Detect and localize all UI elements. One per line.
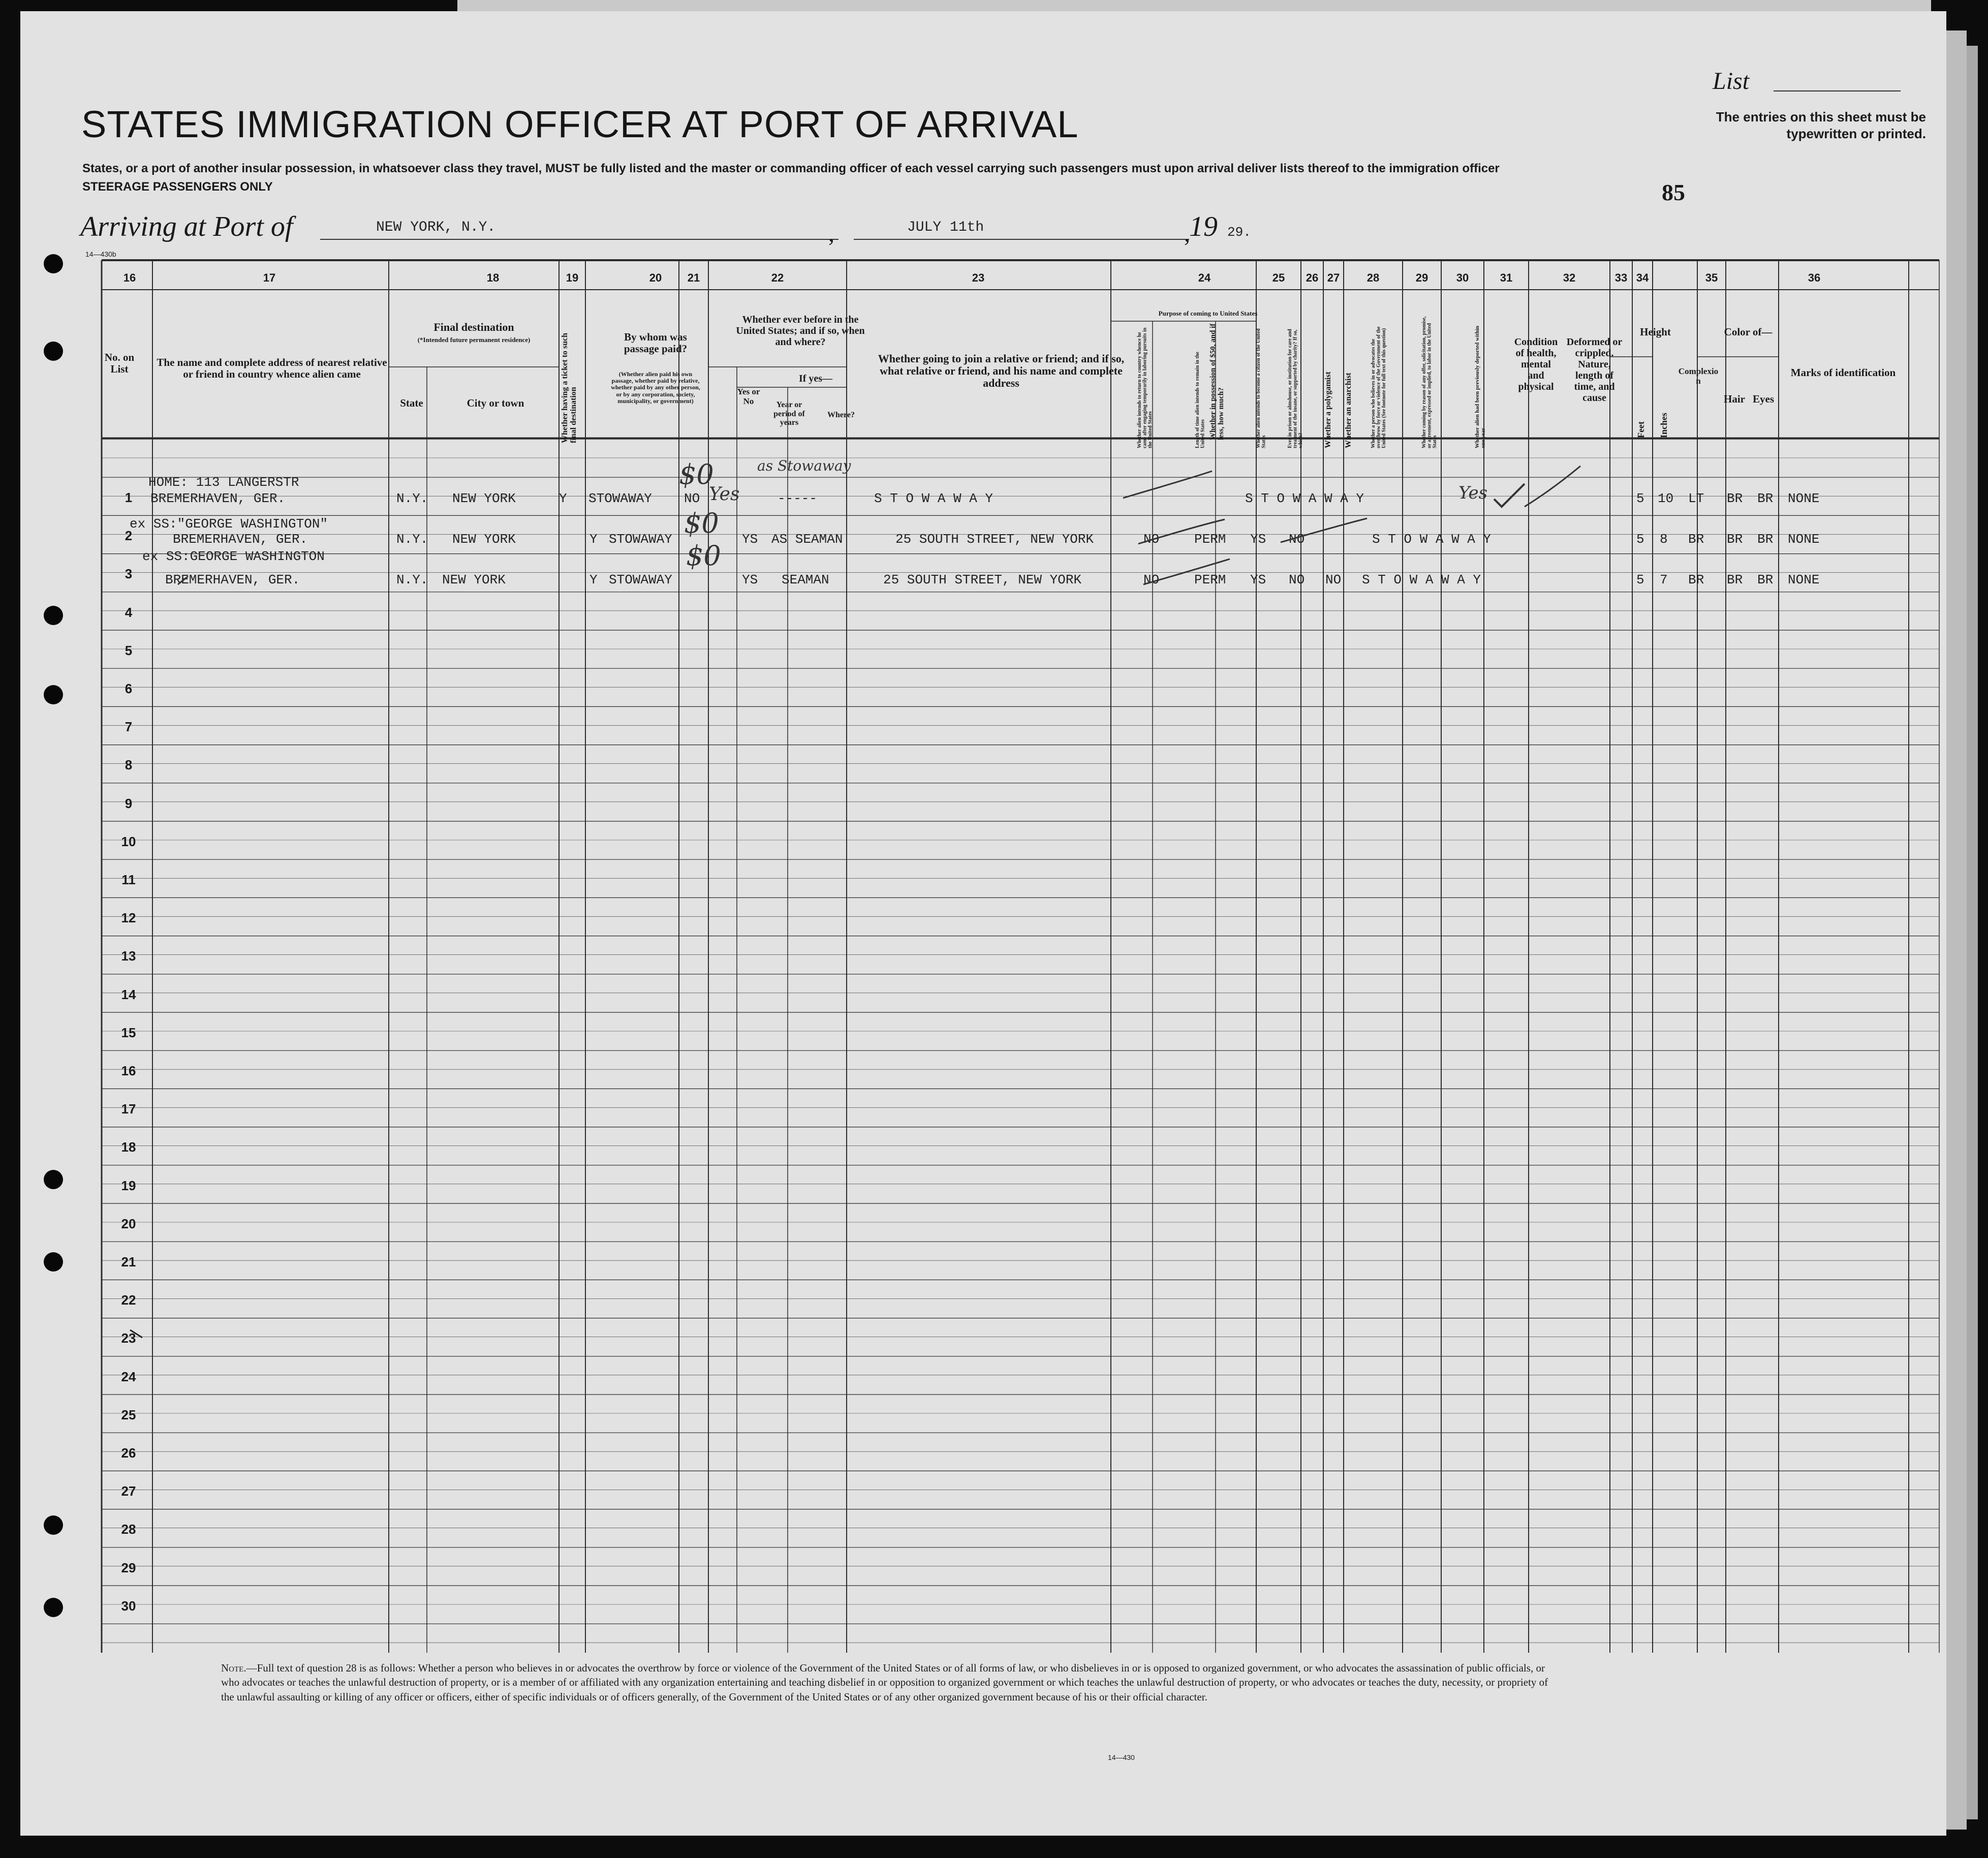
header-passage-note: (Whether alien paid his own passage, whether paid by relative, whether paid by any other person, or by any corporation, society, municipality, or government) (611, 370, 700, 405)
header-health: Condition of health, mental and physical (1514, 336, 1558, 392)
form-code: 14—430b (85, 250, 116, 258)
header-join-relative: Whether going to join a relative or friend; and if so, what relative or friend, and his name and complete address (878, 352, 1125, 390)
entry-marks: NONE (1788, 572, 1820, 587)
header-feet: Feet (1636, 421, 1646, 438)
header-if-yes: If yes— (798, 373, 833, 384)
entry-city: NEW YORK (452, 532, 516, 547)
binder-hole (44, 1252, 63, 1272)
entry-feet: 5 (1636, 572, 1644, 587)
entry-passage: STOWAWAY (609, 532, 672, 547)
column-number: 23 (972, 271, 985, 284)
entry-city: NEW YORK (452, 491, 516, 506)
sheet-number: 85 (1662, 179, 1685, 205)
row-number: 16 (121, 1063, 136, 1078)
footnote-text: —Full text of question 28 is as follows: Whether a person who believes in or advocates the overthrow by force or violence of the Government of the United States or of all forms of law, or who disbelieves in or is opposed to organized government, or who advocates the assassination of public officials, or who advocates or teaches the unlawful destruction of property, or is a member of or affiliated with any organization entertaining and teaching disbelief in or opposition to organized government or which teaches the unlawful destruction of property, or who advocates or teaches the duty, necessity, or propriety of the unlawful assaulting or killing of any officer or officers, either of specific individuals or of officers generally, of the Government of the United States or of any other organized government because of his or their official character. (221, 1662, 1548, 1703)
entry-address-line1: ex SS:"GEORGE WASHINGTON" (130, 516, 328, 532)
column-number: 27 (1327, 271, 1340, 284)
entry-feet: 5 (1636, 491, 1644, 506)
header-year-period: Year or period of years (773, 400, 805, 427)
entry-prison: NO (1289, 532, 1305, 547)
entry-passage: STOWAWAY (588, 491, 652, 506)
entry-feet: 5 (1636, 532, 1644, 547)
row-number: 13 (121, 948, 136, 964)
row-number: 25 (121, 1407, 136, 1422)
entry-anarchist-span: S T O W A W A Y (1372, 532, 1492, 547)
header-state: State (400, 397, 423, 409)
entry-address-line2: BREMERHAVEN, GER. (150, 491, 286, 506)
entry-complexion: BR (1688, 572, 1704, 587)
header-deported: Whether alien had been previously deported within one year (1474, 325, 1486, 448)
row-number: 7 (125, 719, 133, 735)
entry-state: N.Y. (396, 572, 428, 587)
entry-address-line2: BREMERHAVEN, GER. (165, 572, 300, 587)
header-inches: Inches (1659, 412, 1669, 438)
row-number: 30 (121, 1598, 136, 1614)
page-title: STATES IMMIGRATION OFFICER AT PORT OF ARRIVAL (81, 103, 1079, 145)
column-number: 32 (1563, 271, 1576, 284)
row-number: 23 (121, 1330, 136, 1346)
port-value: NEW YORK, N.Y. (376, 220, 496, 235)
header-color-of: Color of— (1724, 326, 1773, 338)
column-number: 29 (1415, 271, 1428, 284)
header-labor-offer: Whether coming by reason of any offer, solicitation, promise, or agreement, expressed or implied, to labor in the United States (1421, 316, 1438, 448)
entry-before-hand: Yes (709, 484, 740, 505)
binder-hole (44, 606, 63, 625)
entry-period: AS SEAMAN (771, 532, 843, 547)
header-hair: Hair (1724, 393, 1745, 405)
arriving-label: Arriving at Port of (80, 211, 293, 242)
entry-marks: NONE (1788, 532, 1820, 547)
column-number: 30 (1456, 271, 1469, 284)
binder-hole (44, 685, 63, 704)
entry-money: $0 (684, 507, 719, 539)
binder-hole (44, 1598, 63, 1617)
header-length: Length of time alien intends to remain in the United States (1195, 352, 1206, 448)
entry-hair: BR (1727, 532, 1743, 547)
entry-join: 25 SOUTH STREET, NEW YORK (883, 572, 1082, 587)
year-suffix: 29. (1227, 225, 1251, 240)
port-comma: , (828, 220, 834, 247)
entry-ticket: Y (589, 572, 598, 587)
header-ever-before: Whether ever before in the United States; and if so, when and where? (736, 314, 865, 348)
binder-hole (44, 1515, 63, 1535)
footnote (221, 1661, 1563, 1704)
header-prison: Ever in prison or almshouse, or institution for care and treatment of the insane, or supported by charity? If so, which? (1287, 329, 1303, 448)
entry-citizen: YS (1250, 532, 1266, 547)
row-number: 19 (121, 1178, 136, 1193)
header-where: Where? (827, 411, 855, 419)
handwritten-marks (20, 11, 1946, 1836)
column-number: 18 (486, 271, 500, 284)
entry-join: S T O W A W A Y (874, 491, 993, 506)
entry-marks: NONE (1788, 491, 1820, 506)
entry-address-line1: HOME: 113 LANGERSTR (148, 475, 299, 490)
row-number: 10 (121, 833, 136, 849)
row-number: 3 (125, 566, 133, 582)
entry-state: N.Y. (396, 532, 428, 547)
header-purpose: Purpose of coming to United States (1158, 309, 1258, 317)
header-marks: Marks of identification (1790, 366, 1896, 379)
row-number: 11 (121, 872, 136, 887)
entry-complexion: LT (1688, 491, 1704, 506)
entry-eyes: BR (1757, 491, 1774, 506)
page-stack-edge (1967, 46, 1978, 1819)
entry-money: $0 (686, 540, 721, 572)
date-value: JULY 11th (907, 220, 984, 235)
header-return: Whether alien intends to return to country whence he came after engaging temporarily in laboring pursuits in the United States (1137, 327, 1153, 448)
entry-inches: 10 (1658, 491, 1674, 506)
row-number: 22 (121, 1292, 136, 1308)
column-number: 35 (1705, 271, 1718, 284)
year-prefix: 19 (1189, 211, 1218, 242)
entry-complexion: BR (1688, 532, 1704, 547)
entry-hair: BR (1727, 572, 1743, 587)
footnote-code: 14—430 (1108, 1753, 1135, 1761)
header-complexion: Complexion (1678, 366, 1719, 386)
entry-join: 25 SOUTH STREET, NEW YORK (895, 532, 1094, 547)
column-number: 16 (123, 271, 136, 284)
row-number: 2 (125, 528, 133, 544)
header-yes-no: Yes or No (737, 387, 760, 406)
column-number: 28 (1366, 271, 1380, 284)
binder-hole (44, 1170, 63, 1189)
entry-return: NO (1143, 572, 1160, 587)
entry-address-line2: BREMERHAVEN, GER. (173, 532, 308, 547)
row-number: 1 (125, 490, 133, 505)
column-number: 36 (1808, 271, 1821, 284)
row-number: 9 (125, 795, 133, 811)
entry-eyes: BR (1757, 532, 1774, 547)
column-number: 19 (566, 271, 579, 284)
entry-length: PERM (1194, 572, 1226, 587)
entry-inches: 7 (1660, 572, 1668, 587)
binder-hole (44, 254, 63, 273)
page-subtitle: States, or a port of another insular possession, in whatsoever class they travel, MUST be fully listed and the master or commanding officer of each vessel carrying such passengers must upon arrival deliver lists thereof to the immigration officer (82, 162, 1500, 175)
entry-anarchist-span: S T O W A W A Y (1245, 491, 1364, 506)
entry-deported-hand: Yes (1458, 483, 1488, 503)
page-stack-edge (1946, 30, 1967, 1830)
column-number: 34 (1636, 271, 1649, 284)
column-number: 25 (1272, 271, 1285, 284)
entry-anarchist-span: S T O W A W A Y (1362, 572, 1481, 587)
entry-period: ----- (778, 491, 818, 506)
header-money: Whether in possession of $50, and if less, how much? (1209, 323, 1225, 440)
manifest-sheet (20, 11, 1946, 1836)
header-height: Height (1640, 326, 1671, 338)
header-final-destination: Final destination (433, 321, 514, 333)
row-number: 15 (121, 1025, 136, 1040)
row-number: 12 (121, 910, 136, 926)
column-number: 17 (263, 271, 276, 284)
column-number: 33 (1614, 271, 1628, 284)
entry-inches: 8 (1660, 532, 1668, 547)
entry-ticket: Y (559, 491, 567, 506)
column-number: 21 (687, 271, 700, 284)
column-number: 20 (649, 271, 662, 284)
header-eyes: Eyes (1753, 393, 1774, 405)
row-number: 27 (121, 1483, 136, 1499)
entry-ticket: Y (589, 532, 598, 547)
list-label: List (1713, 68, 1750, 95)
entry-money: $0 (679, 458, 714, 490)
header-no-on-list: No. on List (104, 351, 135, 376)
entry-before: YS (742, 572, 758, 587)
header-polygamist: Whether a polygamist (1324, 371, 1332, 448)
entry-address-line1: ex SS:GEORGE WASHINGTON (142, 549, 325, 564)
header-overthrow: Whether a person who believes in or advocates the overthrow by force or violence of the Government of the United States (See footnote for full text of this question) (1371, 326, 1387, 448)
column-number: 22 (771, 271, 784, 284)
row-number: 14 (121, 986, 136, 1002)
footnote-label: Note. (221, 1662, 246, 1674)
column-number: 24 (1198, 271, 1211, 284)
row-number: 26 (121, 1445, 136, 1461)
entry-hair: BR (1727, 491, 1743, 506)
entry-length: PERM (1194, 532, 1226, 547)
row-number: 17 (121, 1101, 136, 1117)
instruction-note: The entries on this sheet must be typewritten or printed. (1716, 109, 1926, 141)
entry-city: NEW YORK (442, 572, 506, 587)
entry-before: NO (684, 491, 700, 506)
row-number: 6 (125, 681, 133, 696)
header-passage-paid: By whom was passage paid? (624, 331, 688, 355)
entry-polygamist: NO (1325, 572, 1342, 587)
row-number: 18 (121, 1139, 136, 1155)
row-number: 8 (125, 757, 133, 773)
header-city: City or town (467, 397, 524, 409)
class-line: STEERAGE PASSENGERS ONLY (82, 180, 273, 194)
row-number: 28 (121, 1522, 136, 1537)
entry-citizen: YS (1250, 572, 1266, 587)
entry-before: YS (742, 532, 758, 547)
header-ticket: Whether having a ticket to such final destination (561, 332, 578, 443)
row-number: 21 (121, 1254, 136, 1269)
entry-prison: NO (1289, 572, 1305, 587)
header-anarchist: Whether an anarchist (1344, 373, 1353, 448)
entry-where-hand: as Stowaway (757, 457, 851, 474)
header-citizen: Whether alien intends to become a citizen of the United States (1256, 328, 1267, 448)
header-deformed: Deformed or crippled. Nature, length of time, and cause (1566, 336, 1623, 404)
column-number: 26 (1306, 271, 1319, 284)
row-number: 4 (125, 604, 133, 620)
entry-eyes: BR (1757, 572, 1774, 587)
row-number: 20 (121, 1216, 136, 1231)
entry-state: N.Y. (396, 491, 428, 506)
date-comma: , (1184, 220, 1190, 247)
entry-return: NO (1143, 532, 1160, 547)
row-number: 24 (121, 1369, 136, 1384)
entry-passage: STOWAWAY (609, 572, 672, 587)
binder-hole (44, 342, 63, 361)
header-final-destination-note: (*Intended future permanent residence) (417, 336, 531, 344)
row-number: 5 (125, 642, 133, 658)
header-nearest-relative: The name and complete address of nearest relative or friend in country whence alien came (157, 356, 387, 381)
row-number: 29 (121, 1560, 136, 1575)
column-number: 31 (1500, 271, 1513, 284)
entry-period: SEAMAN (782, 572, 829, 587)
